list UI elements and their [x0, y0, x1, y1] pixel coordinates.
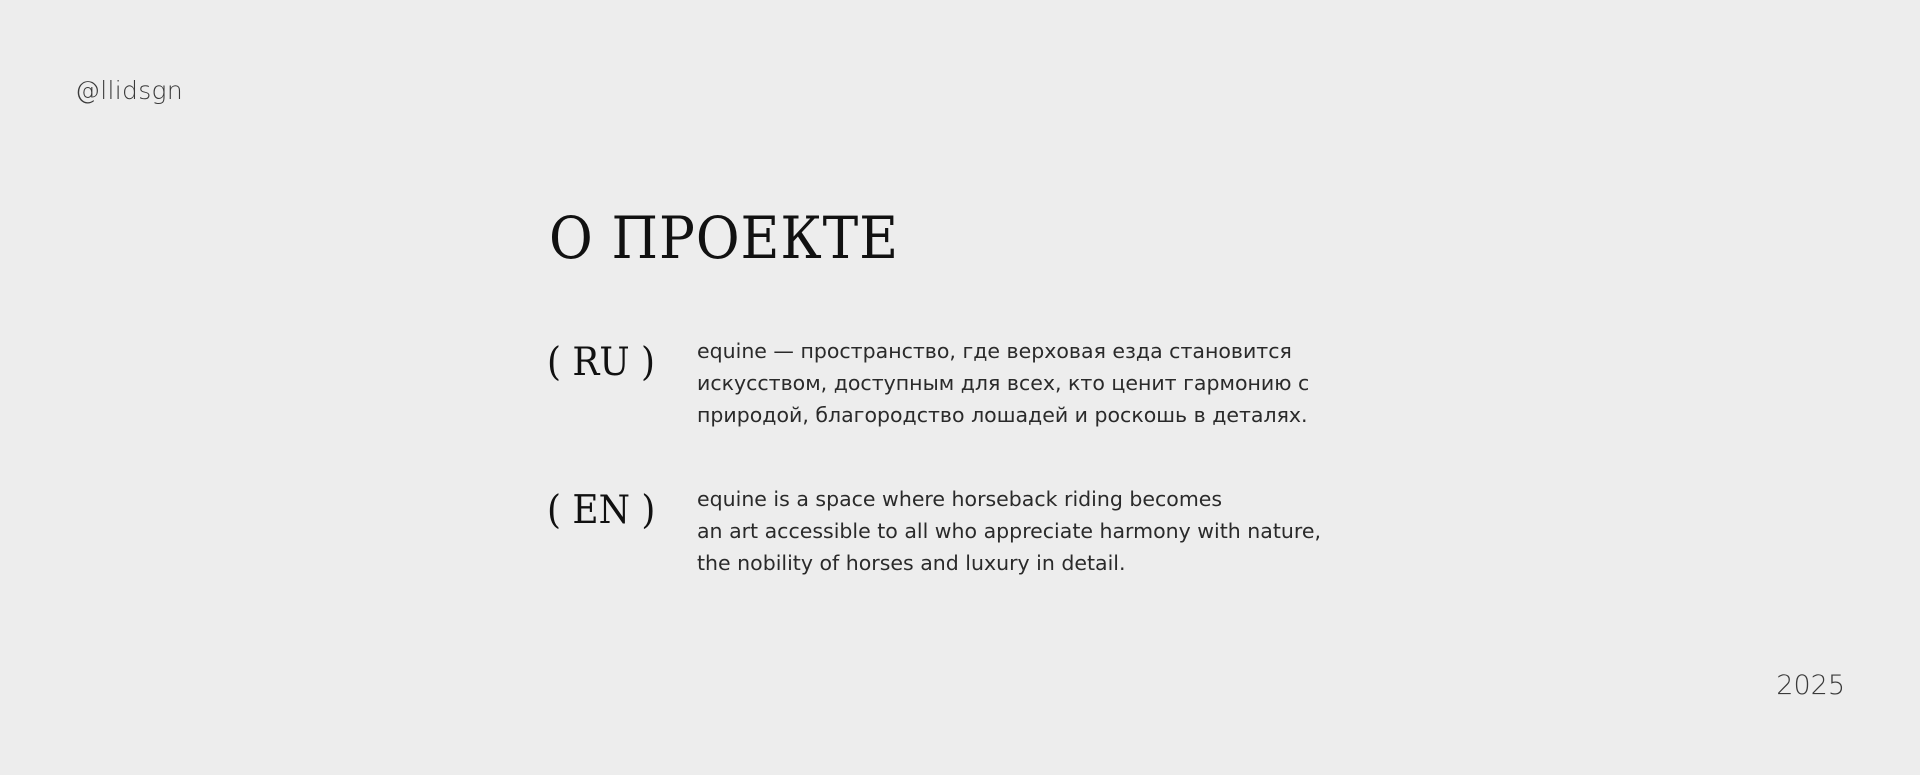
description-line: природой, благородство лошадей и роскошь в деталях.	[697, 403, 1308, 427]
description-ru	[697, 335, 1437, 431]
description-line: искусством, доступным для всех, кто ценит гармонию с	[697, 371, 1310, 395]
description-line: an art accessible to all who appreciate harmony with nature,	[697, 519, 1321, 543]
language-label-en: ( EN )	[547, 488, 656, 533]
language-label-ru: ( RU )	[547, 340, 656, 385]
description-en	[697, 483, 1437, 579]
page-title: О ПРОЕКТЕ	[549, 204, 899, 272]
description-line: equine — пространство, где верховая езда становится	[697, 339, 1292, 363]
year-label: 2025	[1776, 670, 1845, 701]
description-line: equine is a space where horseback riding becomes	[697, 487, 1223, 511]
author-handle: @llidsgn	[75, 76, 183, 105]
description-line: the nobility of horses and luxury in detail.	[697, 551, 1126, 575]
